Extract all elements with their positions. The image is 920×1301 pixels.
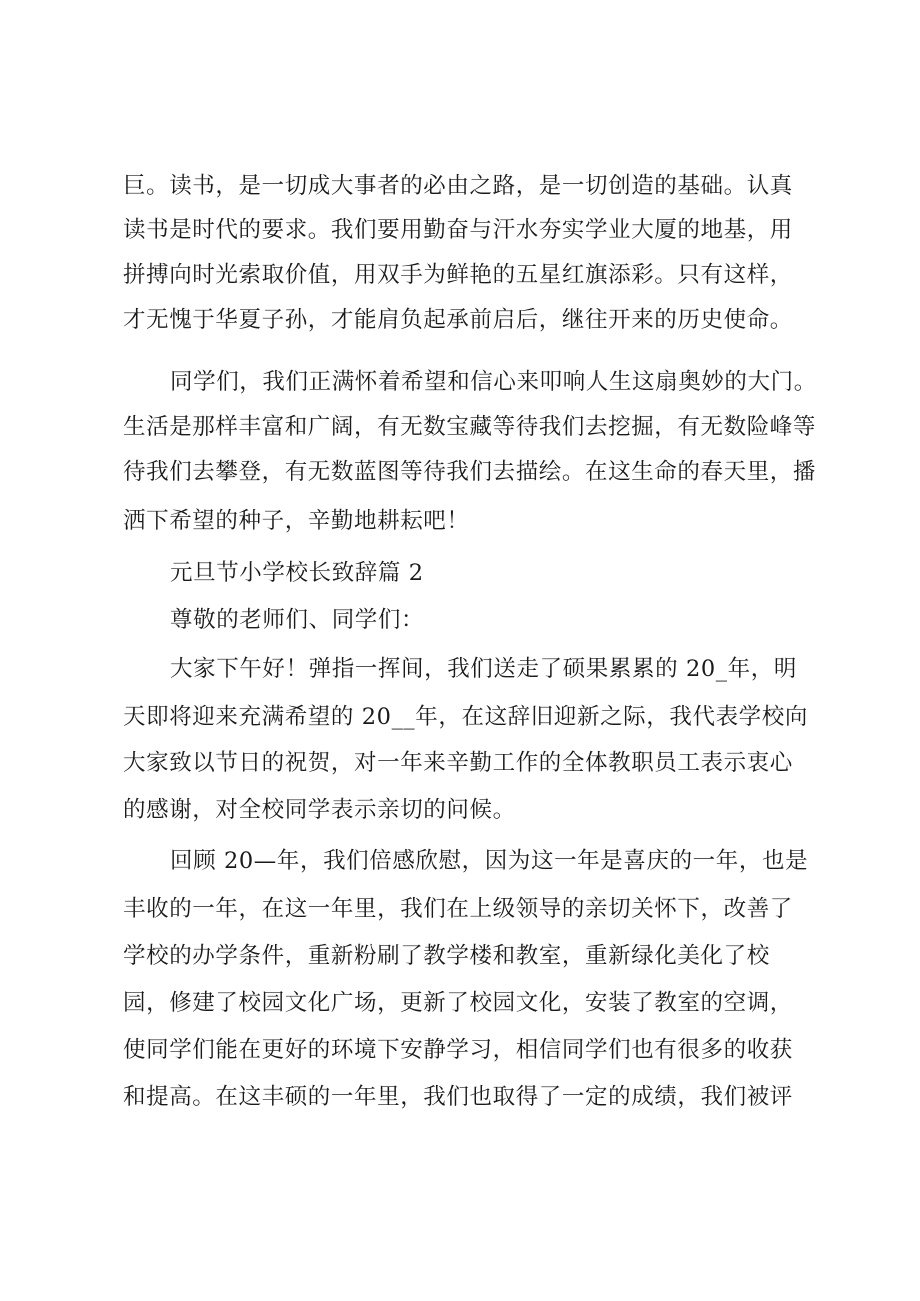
paragraph-line: 大家致以节日的祝贺，对一年来辛勤工作的全体教职员工表示衷心 [123,750,793,776]
paragraph-line: 待我们去攀登，有无数蓝图等待我们去描绘。在这生命的春天里，播 [123,459,817,485]
paragraph-line: 和提高。在这丰硕的一年里，我们也取得了一定的成绩，我们被评 [123,1084,793,1110]
paragraph-line: 天即将迎来充满希望的 20__年，在这辞旧迎新之际，我代表学校向 [123,704,808,730]
paragraph-line: 读书是时代的要求。我们要用勤奋与汗水夯实学业大厦的地基，用 [123,217,793,243]
paragraph-line: 学校的办学条件，重新粉刷了教学楼和教室，重新绿化美化了校 [123,943,770,969]
paragraph-line: 的感谢，对全校同学表示亲切的问候。 [123,797,516,823]
paragraph-line: 园，修建了校园文化广场，更新了校园文化，安装了教室的空调， [123,990,793,1016]
paragraph-line: 洒下希望的种子，辛勤地耕耘吧！ [123,508,470,534]
paragraph-line: 大家下午好！弹指一挥间，我们送走了硕果累累的 20_年，明 [170,656,797,682]
paragraph-line: 使同学们能在更好的环境下安静学习，相信同学们也有很多的收获 [123,1037,793,1063]
paragraph-line: 同学们，我们正满怀着希望和信心来叩响人生这扇奥妙的大门。 [170,369,817,395]
paragraph-line: 巨。读书，是一切成大事者的必由之路，是一切创造的基础。认真 [123,173,793,199]
paragraph-line: 才无愧于华夏子孙，才能肩负起承前启后，继往开来的历史使命。 [123,307,793,333]
paragraph-line: 回顾 20—年，我们倍感欣慰，因为这一年是喜庆的一年，也是 [170,848,809,874]
salutation: 尊敬的老师们、同学们： [170,607,425,633]
section-heading: 元旦节小学校长致辞篇 2 [170,560,424,586]
paragraph-line: 拼搏向时光索取价值，用双手为鲜艳的五星红旗添彩。只有这样， [123,262,793,288]
paragraph-line: 生活是那样丰富和广阔，有无数宝藏等待我们去挖掘，有无数险峰等 [123,414,817,440]
paragraph-line: 丰收的一年，在这一年里，我们在上级领导的亲切关怀下，改善了 [123,896,793,922]
